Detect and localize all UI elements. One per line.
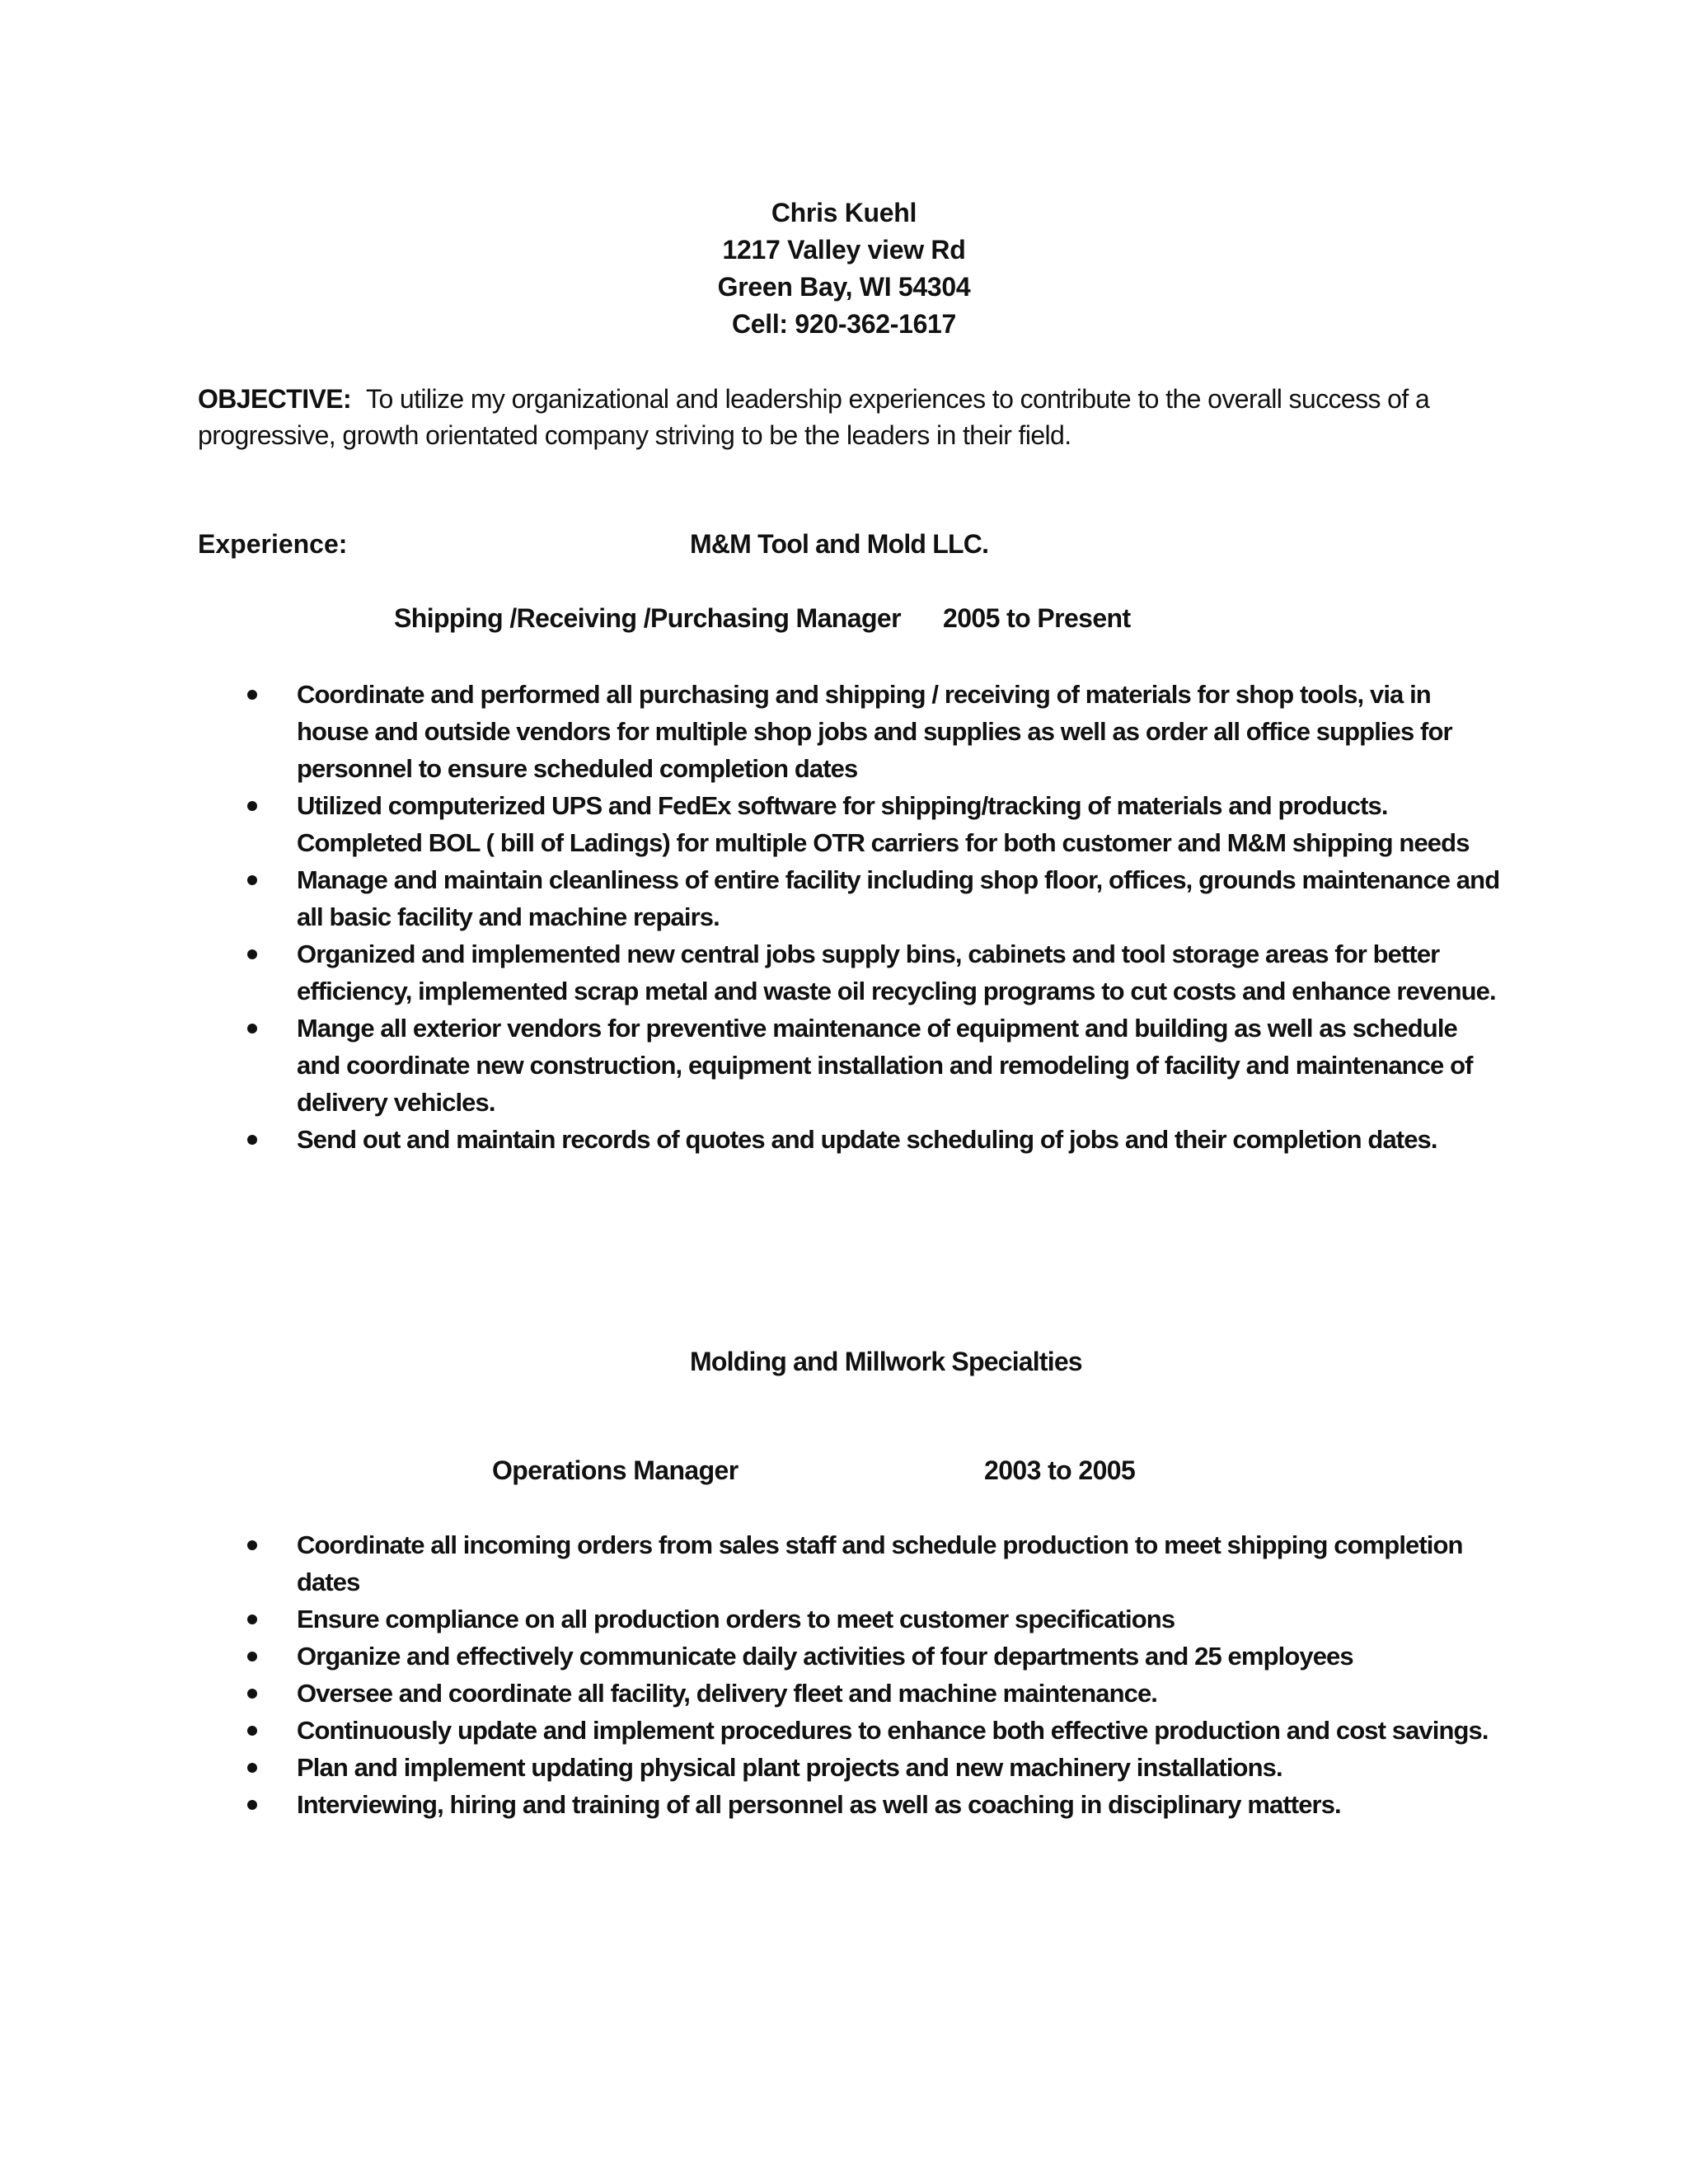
list-item-text: Utilized computerized UPS and FedEx software for shipping/tracking of materials and products. Completed BOL ( bill of Ladings) for multiple OTR carriers for both customer and M&M shipping needs — [297, 791, 1470, 857]
list-item-text: Coordinate and performed all purchasing and shipping / receiving of materials for shop tools, via in house and outside vendors for multiple shop jobs and supplies as well as order all office supplies for personnel to ensure scheduled completion dates — [297, 680, 1452, 783]
bullet-icon — [247, 875, 257, 885]
list-item — [247, 935, 1500, 1010]
list-item — [247, 1121, 1500, 1158]
street-address: 1217 Valley view Rd — [722, 235, 966, 265]
list-item-text: Organized and implemented new central jobs supply bins, cabinets and tool storage areas for better efficiency, implemented scrap metal and waste oil recycling programs to cut costs and enhance revenue. — [297, 940, 1496, 1005]
list-item — [247, 676, 1500, 787]
job-title: Shipping /Receiving /Purchasing Manager — [394, 603, 901, 633]
list-item — [247, 1526, 1500, 1601]
objective-section — [198, 381, 1517, 453]
list-item-text: Plan and implement updating physical plant projects and new machinery installations. — [297, 1753, 1282, 1782]
cell-phone: Cell: 920-362-1617 — [731, 309, 957, 339]
list-item-text: Interviewing, hiring and training of all personnel as well as coaching in disciplinary matters. — [297, 1790, 1341, 1819]
company-name: M&M Tool and Mold LLC. — [690, 529, 989, 559]
job-dates: 2003 to 2005 — [984, 1455, 1136, 1485]
list-item — [247, 1638, 1500, 1675]
candidate-name: Chris Kuehl — [771, 198, 917, 227]
list-item-text: Manage and maintain cleanliness of entire facility including shop floor, offices, grounds maintenance and all basic facility and machine repairs. — [297, 865, 1500, 931]
objective-text: To utilize my organizational and leadership experiences to contribute to the overall success of a progressive, growth orientated company striving to be the leaders in their field. — [198, 384, 1430, 450]
company-name: Molding and Millwork Specialties — [690, 1347, 1082, 1376]
bullet-icon — [247, 1652, 257, 1661]
job-dates: 2005 to Present — [943, 603, 1131, 633]
list-item-text: Continuously update and implement procedures to enhance both effective production and cost savings. — [297, 1716, 1489, 1745]
list-item-text: Oversee and coordinate all facility, delivery fleet and machine maintenance. — [297, 1679, 1157, 1708]
bullet-icon — [247, 801, 257, 811]
list-item — [247, 1712, 1500, 1749]
job-duties-list — [247, 676, 1500, 1158]
city-state-zip: Green Bay, WI 54304 — [717, 272, 971, 302]
bullet-icon — [247, 690, 257, 700]
objective-label: OBJECTIVE: — [198, 384, 352, 414]
job-title-line — [394, 600, 1131, 636]
list-item — [247, 1601, 1500, 1638]
contact-header — [0, 194, 1688, 343]
bullet-icon — [247, 1726, 257, 1736]
list-item — [247, 787, 1500, 861]
list-item — [247, 1010, 1500, 1121]
bullet-icon — [247, 1763, 257, 1773]
bullet-icon — [247, 1540, 257, 1550]
bullet-icon — [247, 949, 257, 959]
list-item-text: Mange all exterior vendors for preventive maintenance of equipment and building as well as schedule and coordinate new construction, equipment installation and remodeling of facility and maintenance of delivery vehicles. — [297, 1014, 1473, 1117]
list-item — [247, 1749, 1500, 1786]
bullet-icon — [247, 1615, 257, 1624]
job-duties-list — [247, 1526, 1500, 1823]
list-item — [247, 861, 1500, 935]
bullet-icon — [247, 1689, 257, 1699]
job-title-line — [492, 1452, 1136, 1488]
list-item-text: Ensure compliance on all production orders to meet customer specifications — [297, 1605, 1175, 1633]
bullet-icon — [247, 1024, 257, 1033]
list-item-text: Organize and effectively communicate daily activities of four departments and 25 employees — [297, 1642, 1353, 1671]
bullet-icon — [247, 1135, 257, 1145]
list-item — [247, 1786, 1500, 1823]
list-item-text: Coordinate all incoming orders from sales staff and schedule production to meet shipping completion dates — [297, 1530, 1463, 1596]
bullet-icon — [247, 1800, 257, 1810]
job-title: Operations Manager — [492, 1455, 738, 1485]
list-item-text: Send out and maintain records of quotes and update scheduling of jobs and their completion dates. — [297, 1125, 1437, 1154]
experience-label: Experience: — [198, 529, 348, 559]
list-item — [247, 1675, 1500, 1712]
